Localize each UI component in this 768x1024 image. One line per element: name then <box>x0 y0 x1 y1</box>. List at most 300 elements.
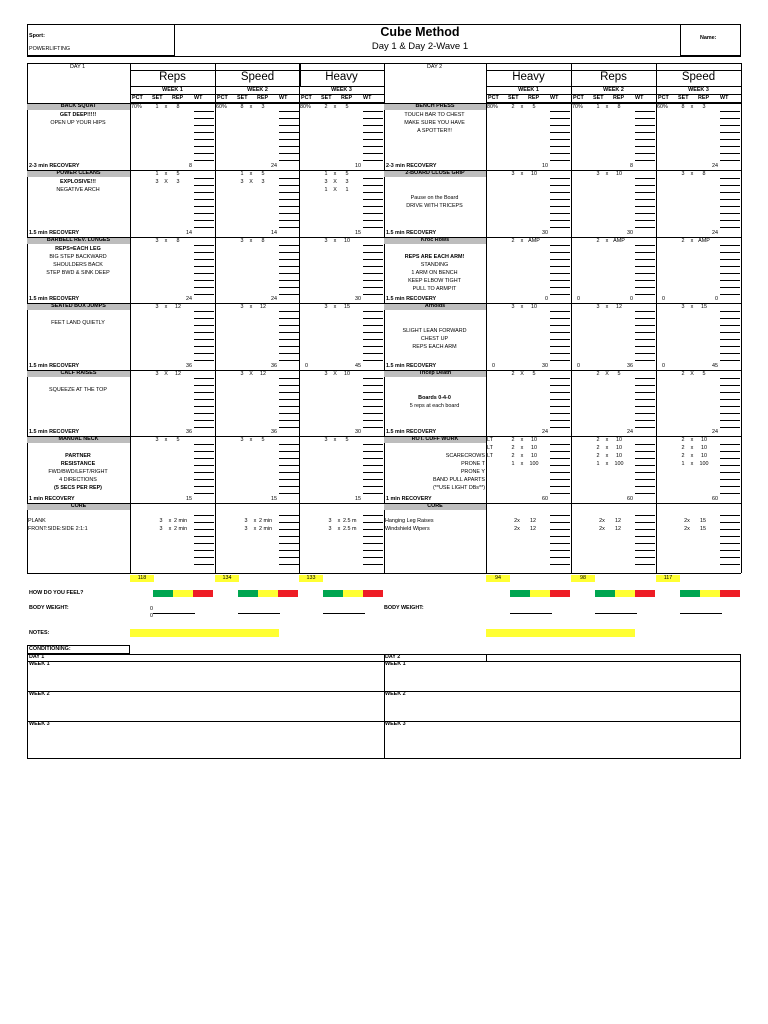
weight-entry-line[interactable] <box>635 515 655 516</box>
weight-entry-line[interactable] <box>363 465 383 466</box>
weight-entry-line[interactable] <box>720 280 740 281</box>
weight-entry-line[interactable] <box>279 564 299 565</box>
weight-entry-line[interactable] <box>720 543 740 544</box>
weight-entry-line[interactable] <box>550 227 570 228</box>
weight-entry-line[interactable] <box>279 311 299 312</box>
weight-entry-line[interactable] <box>550 486 570 487</box>
weight-entry-line[interactable] <box>635 564 655 565</box>
weight-entry-line[interactable] <box>635 522 655 523</box>
weight-entry-line[interactable] <box>635 378 655 379</box>
weight-entry-line[interactable] <box>363 536 383 537</box>
weight-entry-line[interactable] <box>363 259 383 260</box>
weight-entry-line[interactable] <box>363 132 383 133</box>
weight-entry-line[interactable] <box>194 392 214 393</box>
weight-entry-line[interactable] <box>720 118 740 119</box>
weight-entry-line[interactable] <box>194 564 214 565</box>
feel-yellow-swatch[interactable] <box>530 590 550 597</box>
weight-entry-line[interactable] <box>194 118 214 119</box>
weight-entry-line[interactable] <box>720 153 740 154</box>
weight-entry-line[interactable] <box>194 550 214 551</box>
feel-red-swatch[interactable] <box>720 590 740 597</box>
weight-entry-line[interactable] <box>363 451 383 452</box>
weight-entry-line[interactable] <box>635 543 655 544</box>
feel-green-swatch[interactable] <box>153 590 173 597</box>
notes-field-day2[interactable] <box>486 629 635 637</box>
weight-entry-line[interactable] <box>279 479 299 480</box>
weight-entry-line[interactable] <box>720 406 740 407</box>
weight-entry-line[interactable] <box>635 479 655 480</box>
weight-entry-line[interactable] <box>363 160 383 161</box>
weight-entry-line[interactable] <box>194 273 214 274</box>
feel-red-swatch[interactable] <box>193 590 213 597</box>
weight-entry-line[interactable] <box>194 325 214 326</box>
weight-entry-line[interactable] <box>720 199 740 200</box>
weight-entry-line[interactable] <box>194 420 214 421</box>
feel-red-swatch[interactable] <box>363 590 383 597</box>
weight-entry-line[interactable] <box>279 557 299 558</box>
weight-entry-line[interactable] <box>363 360 383 361</box>
weight-entry-line[interactable] <box>363 458 383 459</box>
weight-entry-line[interactable] <box>720 378 740 379</box>
weight-entry-line[interactable] <box>635 392 655 393</box>
weight-entry-line[interactable] <box>363 486 383 487</box>
weight-entry-line[interactable] <box>194 178 214 179</box>
weight-entry-line[interactable] <box>279 536 299 537</box>
weight-entry-line[interactable] <box>635 199 655 200</box>
weight-entry-line[interactable] <box>635 280 655 281</box>
weight-entry-line[interactable] <box>550 529 570 530</box>
weight-entry-line[interactable] <box>635 178 655 179</box>
weight-entry-line[interactable] <box>635 287 655 288</box>
weight-entry-line[interactable] <box>279 385 299 386</box>
feel-yellow-swatch[interactable] <box>615 590 635 597</box>
weight-entry-line[interactable] <box>550 213 570 214</box>
bw-entry-line[interactable] <box>510 613 552 614</box>
weight-entry-line[interactable] <box>635 259 655 260</box>
weight-entry-line[interactable] <box>550 515 570 516</box>
weight-entry-line[interactable] <box>550 406 570 407</box>
weight-entry-line[interactable] <box>635 227 655 228</box>
weight-entry-line[interactable] <box>194 557 214 558</box>
weight-entry-line[interactable] <box>635 294 655 295</box>
weight-entry-line[interactable] <box>363 339 383 340</box>
weight-entry-line[interactable] <box>363 153 383 154</box>
weight-entry-line[interactable] <box>720 287 740 288</box>
weight-entry-line[interactable] <box>279 206 299 207</box>
weight-entry-line[interactable] <box>194 515 214 516</box>
weight-entry-line[interactable] <box>720 385 740 386</box>
weight-entry-line[interactable] <box>363 529 383 530</box>
weight-entry-line[interactable] <box>279 427 299 428</box>
weight-entry-line[interactable] <box>194 287 214 288</box>
weight-entry-line[interactable] <box>279 266 299 267</box>
feel-yellow-swatch[interactable] <box>700 590 720 597</box>
weight-entry-line[interactable] <box>720 259 740 260</box>
weight-entry-line[interactable] <box>363 522 383 523</box>
weight-entry-line[interactable] <box>363 245 383 246</box>
weight-entry-line[interactable] <box>279 199 299 200</box>
weight-entry-line[interactable] <box>194 486 214 487</box>
weight-entry-line[interactable] <box>279 111 299 112</box>
weight-entry-line[interactable] <box>194 280 214 281</box>
weight-entry-line[interactable] <box>279 139 299 140</box>
weight-entry-line[interactable] <box>635 399 655 400</box>
weight-entry-line[interactable] <box>720 332 740 333</box>
weight-entry-line[interactable] <box>550 318 570 319</box>
weight-entry-line[interactable] <box>550 472 570 473</box>
weight-entry-line[interactable] <box>550 413 570 414</box>
weight-entry-line[interactable] <box>720 451 740 452</box>
weight-entry-line[interactable] <box>363 550 383 551</box>
weight-entry-line[interactable] <box>635 465 655 466</box>
weight-entry-line[interactable] <box>720 213 740 214</box>
weight-entry-line[interactable] <box>550 139 570 140</box>
weight-entry-line[interactable] <box>635 385 655 386</box>
weight-entry-line[interactable] <box>550 465 570 466</box>
weight-entry-line[interactable] <box>363 325 383 326</box>
weight-entry-line[interactable] <box>635 427 655 428</box>
weight-entry-line[interactable] <box>194 413 214 414</box>
weight-entry-line[interactable] <box>279 192 299 193</box>
weight-entry-line[interactable] <box>635 529 655 530</box>
weight-entry-line[interactable] <box>550 427 570 428</box>
weight-entry-line[interactable] <box>194 385 214 386</box>
weight-entry-line[interactable] <box>194 199 214 200</box>
weight-entry-line[interactable] <box>720 160 740 161</box>
feel-red-swatch[interactable] <box>278 590 298 597</box>
weight-entry-line[interactable] <box>720 353 740 354</box>
weight-entry-line[interactable] <box>279 227 299 228</box>
weight-entry-line[interactable] <box>194 318 214 319</box>
weight-entry-line[interactable] <box>635 132 655 133</box>
weight-entry-line[interactable] <box>720 185 740 186</box>
weight-entry-line[interactable] <box>550 385 570 386</box>
weight-entry-line[interactable] <box>279 472 299 473</box>
weight-entry-line[interactable] <box>720 536 740 537</box>
weight-entry-line[interactable] <box>635 273 655 274</box>
weight-entry-line[interactable] <box>720 550 740 551</box>
weight-entry-line[interactable] <box>194 378 214 379</box>
weight-entry-line[interactable] <box>635 332 655 333</box>
weight-entry-line[interactable] <box>720 479 740 480</box>
feel-red-swatch[interactable] <box>550 590 570 597</box>
weight-entry-line[interactable] <box>194 139 214 140</box>
bw-entry-line[interactable] <box>238 613 280 614</box>
weight-entry-line[interactable] <box>635 213 655 214</box>
weight-entry-line[interactable] <box>279 160 299 161</box>
weight-entry-line[interactable] <box>363 318 383 319</box>
weight-entry-line[interactable] <box>550 294 570 295</box>
weight-entry-line[interactable] <box>635 346 655 347</box>
weight-entry-line[interactable] <box>194 339 214 340</box>
weight-entry-line[interactable] <box>363 311 383 312</box>
weight-entry-line[interactable] <box>720 146 740 147</box>
weight-entry-line[interactable] <box>194 543 214 544</box>
weight-entry-line[interactable] <box>194 353 214 354</box>
weight-entry-line[interactable] <box>363 125 383 126</box>
weight-entry-line[interactable] <box>635 360 655 361</box>
weight-entry-line[interactable] <box>550 125 570 126</box>
weight-entry-line[interactable] <box>363 493 383 494</box>
weight-entry-line[interactable] <box>279 245 299 246</box>
weight-entry-line[interactable] <box>363 199 383 200</box>
feel-red-swatch[interactable] <box>635 590 655 597</box>
weight-entry-line[interactable] <box>720 125 740 126</box>
weight-entry-line[interactable] <box>635 252 655 253</box>
bw-entry-line[interactable] <box>595 613 637 614</box>
weight-entry-line[interactable] <box>363 557 383 558</box>
weight-entry-line[interactable] <box>194 132 214 133</box>
weight-entry-line[interactable] <box>720 192 740 193</box>
weight-entry-line[interactable] <box>720 392 740 393</box>
weight-entry-line[interactable] <box>279 220 299 221</box>
weight-entry-line[interactable] <box>635 185 655 186</box>
weight-entry-line[interactable] <box>363 444 383 445</box>
weight-entry-line[interactable] <box>720 346 740 347</box>
weight-entry-line[interactable] <box>194 146 214 147</box>
weight-entry-line[interactable] <box>550 479 570 480</box>
weight-entry-line[interactable] <box>194 479 214 480</box>
weight-entry-line[interactable] <box>635 139 655 140</box>
weight-entry-line[interactable] <box>550 220 570 221</box>
weight-entry-line[interactable] <box>363 427 383 428</box>
weight-entry-line[interactable] <box>720 245 740 246</box>
weight-entry-line[interactable] <box>279 543 299 544</box>
weight-entry-line[interactable] <box>635 325 655 326</box>
weight-entry-line[interactable] <box>363 406 383 407</box>
feel-green-swatch[interactable] <box>238 590 258 597</box>
weight-entry-line[interactable] <box>550 287 570 288</box>
weight-entry-line[interactable] <box>194 192 214 193</box>
weight-entry-line[interactable] <box>279 353 299 354</box>
weight-entry-line[interactable] <box>194 536 214 537</box>
weight-entry-line[interactable] <box>279 318 299 319</box>
weight-entry-line[interactable] <box>550 132 570 133</box>
weight-entry-line[interactable] <box>279 332 299 333</box>
weight-entry-line[interactable] <box>635 420 655 421</box>
weight-entry-line[interactable] <box>363 543 383 544</box>
weight-entry-line[interactable] <box>635 413 655 414</box>
weight-entry-line[interactable] <box>635 146 655 147</box>
weight-entry-line[interactable] <box>720 522 740 523</box>
weight-entry-line[interactable] <box>363 266 383 267</box>
weight-entry-line[interactable] <box>279 294 299 295</box>
weight-entry-line[interactable] <box>279 273 299 274</box>
weight-entry-line[interactable] <box>635 245 655 246</box>
weight-entry-line[interactable] <box>363 420 383 421</box>
weight-entry-line[interactable] <box>720 413 740 414</box>
weight-entry-line[interactable] <box>550 392 570 393</box>
weight-entry-line[interactable] <box>550 444 570 445</box>
weight-entry-line[interactable] <box>550 311 570 312</box>
weight-entry-line[interactable] <box>635 125 655 126</box>
weight-entry-line[interactable] <box>194 332 214 333</box>
weight-entry-line[interactable] <box>363 178 383 179</box>
weight-entry-line[interactable] <box>194 266 214 267</box>
weight-entry-line[interactable] <box>279 486 299 487</box>
weight-entry-line[interactable] <box>720 325 740 326</box>
weight-entry-line[interactable] <box>635 536 655 537</box>
weight-entry-line[interactable] <box>550 451 570 452</box>
weight-entry-line[interactable] <box>720 139 740 140</box>
weight-entry-line[interactable] <box>635 550 655 551</box>
feel-green-swatch[interactable] <box>510 590 530 597</box>
weight-entry-line[interactable] <box>720 564 740 565</box>
weight-entry-line[interactable] <box>194 472 214 473</box>
weight-entry-line[interactable] <box>194 451 214 452</box>
weight-entry-line[interactable] <box>279 406 299 407</box>
weight-entry-line[interactable] <box>720 220 740 221</box>
weight-entry-line[interactable] <box>720 493 740 494</box>
weight-entry-line[interactable] <box>550 420 570 421</box>
weight-entry-line[interactable] <box>720 472 740 473</box>
weight-entry-line[interactable] <box>279 153 299 154</box>
weight-entry-line[interactable] <box>550 206 570 207</box>
weight-entry-line[interactable] <box>720 557 740 558</box>
weight-entry-line[interactable] <box>635 458 655 459</box>
weight-entry-line[interactable] <box>635 111 655 112</box>
feel-yellow-swatch[interactable] <box>258 590 278 597</box>
weight-entry-line[interactable] <box>363 294 383 295</box>
weight-entry-line[interactable] <box>550 199 570 200</box>
weight-entry-line[interactable] <box>550 185 570 186</box>
weight-entry-line[interactable] <box>550 339 570 340</box>
weight-entry-line[interactable] <box>363 139 383 140</box>
weight-entry-line[interactable] <box>363 479 383 480</box>
weight-entry-line[interactable] <box>194 346 214 347</box>
weight-entry-line[interactable] <box>635 486 655 487</box>
weight-entry-line[interactable] <box>720 266 740 267</box>
weight-entry-line[interactable] <box>720 515 740 516</box>
weight-entry-line[interactable] <box>550 493 570 494</box>
weight-entry-line[interactable] <box>363 392 383 393</box>
weight-entry-line[interactable] <box>363 413 383 414</box>
weight-entry-line[interactable] <box>279 287 299 288</box>
weight-entry-line[interactable] <box>363 472 383 473</box>
weight-entry-line[interactable] <box>279 392 299 393</box>
weight-entry-line[interactable] <box>550 378 570 379</box>
feel-yellow-swatch[interactable] <box>343 590 363 597</box>
weight-entry-line[interactable] <box>635 493 655 494</box>
weight-entry-line[interactable] <box>720 427 740 428</box>
weight-entry-line[interactable] <box>363 287 383 288</box>
weight-entry-line[interactable] <box>363 346 383 347</box>
weight-entry-line[interactable] <box>550 192 570 193</box>
weight-entry-line[interactable] <box>279 451 299 452</box>
weight-entry-line[interactable] <box>194 252 214 253</box>
weight-entry-line[interactable] <box>279 399 299 400</box>
weight-entry-line[interactable] <box>635 444 655 445</box>
weight-entry-line[interactable] <box>279 325 299 326</box>
weight-entry-line[interactable] <box>194 220 214 221</box>
weight-entry-line[interactable] <box>720 339 740 340</box>
weight-entry-line[interactable] <box>720 529 740 530</box>
weight-entry-line[interactable] <box>720 227 740 228</box>
weight-entry-line[interactable] <box>720 399 740 400</box>
weight-entry-line[interactable] <box>635 353 655 354</box>
weight-entry-line[interactable] <box>550 280 570 281</box>
weight-entry-line[interactable] <box>550 178 570 179</box>
weight-entry-line[interactable] <box>279 493 299 494</box>
weight-entry-line[interactable] <box>635 153 655 154</box>
weight-entry-line[interactable] <box>550 118 570 119</box>
weight-entry-line[interactable] <box>635 220 655 221</box>
weight-entry-line[interactable] <box>635 160 655 161</box>
weight-entry-line[interactable] <box>194 406 214 407</box>
weight-entry-line[interactable] <box>550 543 570 544</box>
weight-entry-line[interactable] <box>279 259 299 260</box>
weight-entry-line[interactable] <box>720 132 740 133</box>
weight-entry-line[interactable] <box>550 325 570 326</box>
weight-entry-line[interactable] <box>279 280 299 281</box>
bw-entry-line[interactable] <box>323 613 365 614</box>
weight-entry-line[interactable] <box>550 399 570 400</box>
weight-entry-line[interactable] <box>720 458 740 459</box>
weight-entry-line[interactable] <box>279 132 299 133</box>
weight-entry-line[interactable] <box>550 160 570 161</box>
weight-entry-line[interactable] <box>635 311 655 312</box>
weight-entry-line[interactable] <box>550 458 570 459</box>
weight-entry-line[interactable] <box>635 451 655 452</box>
weight-entry-line[interactable] <box>194 444 214 445</box>
weight-entry-line[interactable] <box>550 536 570 537</box>
weight-entry-line[interactable] <box>550 550 570 551</box>
weight-entry-line[interactable] <box>720 444 740 445</box>
weight-entry-line[interactable] <box>194 311 214 312</box>
weight-entry-line[interactable] <box>363 280 383 281</box>
weight-entry-line[interactable] <box>279 378 299 379</box>
weight-entry-line[interactable] <box>194 522 214 523</box>
weight-entry-line[interactable] <box>550 360 570 361</box>
weight-entry-line[interactable] <box>720 206 740 207</box>
weight-entry-line[interactable] <box>550 111 570 112</box>
weight-entry-line[interactable] <box>279 185 299 186</box>
weight-entry-line[interactable] <box>194 125 214 126</box>
weight-entry-line[interactable] <box>194 206 214 207</box>
weight-entry-line[interactable] <box>279 515 299 516</box>
weight-entry-line[interactable] <box>635 472 655 473</box>
weight-entry-line[interactable] <box>635 266 655 267</box>
weight-entry-line[interactable] <box>194 360 214 361</box>
weight-entry-line[interactable] <box>550 273 570 274</box>
weight-entry-line[interactable] <box>363 399 383 400</box>
weight-entry-line[interactable] <box>279 360 299 361</box>
weight-entry-line[interactable] <box>550 564 570 565</box>
weight-entry-line[interactable] <box>720 486 740 487</box>
weight-entry-line[interactable] <box>550 522 570 523</box>
weight-entry-line[interactable] <box>279 529 299 530</box>
weight-entry-line[interactable] <box>194 185 214 186</box>
weight-entry-line[interactable] <box>720 360 740 361</box>
weight-entry-line[interactable] <box>550 153 570 154</box>
weight-entry-line[interactable] <box>279 413 299 414</box>
weight-entry-line[interactable] <box>194 427 214 428</box>
weight-entry-line[interactable] <box>279 118 299 119</box>
weight-entry-line[interactable] <box>279 125 299 126</box>
notes-field-day1[interactable] <box>130 629 279 637</box>
weight-entry-line[interactable] <box>194 213 214 214</box>
weight-entry-line[interactable] <box>194 153 214 154</box>
weight-entry-line[interactable] <box>550 353 570 354</box>
weight-entry-line[interactable] <box>279 465 299 466</box>
weight-entry-line[interactable] <box>550 252 570 253</box>
weight-entry-line[interactable] <box>279 178 299 179</box>
weight-entry-line[interactable] <box>279 420 299 421</box>
feel-yellow-swatch[interactable] <box>173 590 193 597</box>
weight-entry-line[interactable] <box>550 332 570 333</box>
weight-entry-line[interactable] <box>363 227 383 228</box>
weight-entry-line[interactable] <box>363 146 383 147</box>
